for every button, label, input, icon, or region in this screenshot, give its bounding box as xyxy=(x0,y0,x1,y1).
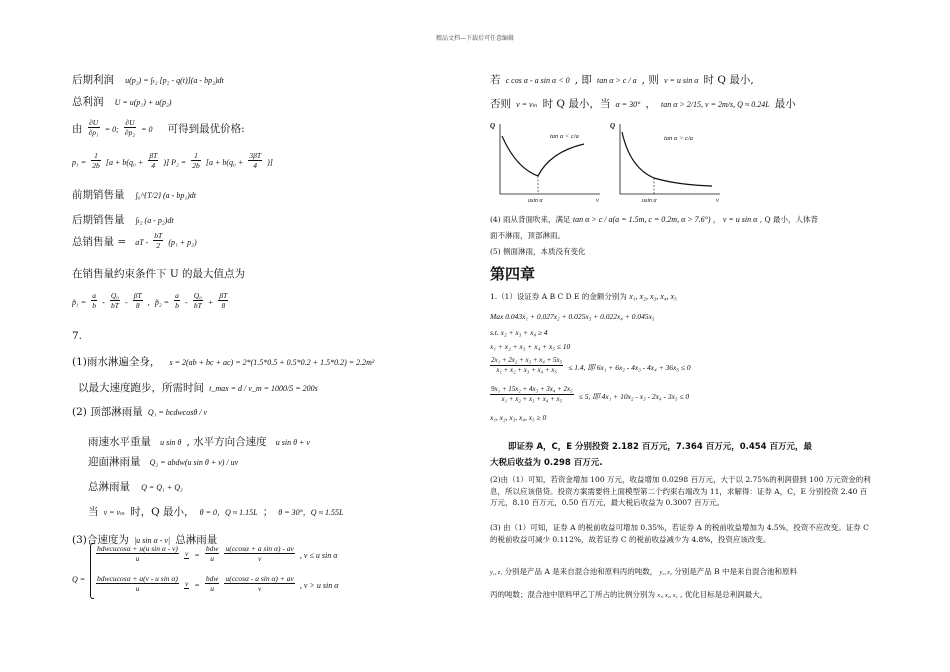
top-rain-formula: Q₁ = bcdwcosθ / v xyxy=(147,408,208,417)
graph1-curve-rising xyxy=(538,144,584,176)
partial-u-p2: $\frac{\partial U}{\text{∂p₂}}$ xyxy=(124,118,135,137)
row2-frac-v: v xyxy=(184,578,189,588)
back-wind-condition: tan α > c / a(a = 1.5m, c = 0.2m, α > 7.6°) xyxy=(572,215,711,224)
total-profit-line xyxy=(72,90,171,109)
graph2-xtick: usin α xyxy=(642,198,657,204)
min-rain-theta30: θ = 30°，Q ≈ 1.55L xyxy=(278,508,344,517)
piecewise-row-1 xyxy=(96,543,337,563)
constraint-max-text: 在销售量约束条件下 U 的最大值点为 xyxy=(72,268,246,280)
constraint-3-rhs: ≤ 1.4, 即 6x₁ + 6x₂ - 4x₃ - 4x₄ + 36x₅ ≤ 0 xyxy=(568,363,691,372)
cond1-if: 若 xyxy=(490,74,501,86)
row1-equals: = xyxy=(194,551,200,560)
horizontal-rain-label: 雨速水平重量 xyxy=(88,436,151,448)
min-rain-sep: ； xyxy=(262,506,274,518)
condition-line-1 xyxy=(490,68,754,87)
nonnegativity: x₁, x₂, x₃, x₄, x₅ ≥ 0 xyxy=(490,413,547,422)
whole-body-label: (1)雨水淋遍全身， xyxy=(72,356,161,368)
row1-frac-main: $\frac{\text{u(ccosα + a sin α) - av}}{v}$ xyxy=(225,544,294,563)
total-rain-line xyxy=(88,475,183,494)
front-rain-line xyxy=(88,450,238,469)
cond1-result: 时 Q 最小, xyxy=(703,74,754,86)
back-wind-sep: ， xyxy=(712,215,721,224)
row2-frac-numerator: $\frac{\text{bdwcucosα + a(v - u sin α)}}{u}$ xyxy=(97,574,178,593)
p2-bracket: [a + b(q₀ + xyxy=(205,158,244,167)
graph-tan-less xyxy=(488,118,608,206)
total-rain-label: 总淋雨量 xyxy=(88,481,130,493)
securities-intro xyxy=(490,291,677,302)
securities-vars: x₁, x₂, x₃, x₄, x₅ xyxy=(629,292,677,301)
derivative-end: = 0 xyxy=(141,125,153,134)
cond1-ie: , 即 xyxy=(574,74,592,86)
back-wind-line xyxy=(490,214,818,225)
constraint-3-fraction: $\frac{\text{2x₁ + 2x₂ + x₃ + x₄ + 5x₅}}{\text{x₁ + x₂ + x₃ + x₄ + x₅}}$ xyxy=(491,356,563,374)
problem-7-number: 7. xyxy=(72,330,83,342)
y2z2-vars: y₂, z₂ xyxy=(659,570,672,576)
constraint-2: x₁ + x₂ + x₃ + x₄ + x₅ ≤ 10 xyxy=(490,342,571,351)
derivative-prefix: 由 xyxy=(72,123,83,135)
graph2-ylabel: Q xyxy=(610,122,616,130)
piecewise-q-label xyxy=(72,567,85,586)
top-rain-line xyxy=(72,400,207,419)
later-sales-label: 后期销售量 xyxy=(72,214,125,226)
later-profit-line xyxy=(72,68,224,87)
partial-u-p1: $\frac{\partial U}{\text{∂p₁}}$ xyxy=(88,118,99,137)
top-rain-label: (2) 顶部淋雨量 xyxy=(72,406,143,418)
cond2-sep: ， xyxy=(645,98,656,110)
y1z1-vars: y₁, z₁ xyxy=(490,570,503,576)
graph1-ylabel: Q xyxy=(490,122,496,130)
frac-1-2b: $\frac{1}{2b}$ xyxy=(92,151,100,170)
condition-line-2 xyxy=(490,92,796,111)
constraint-4 xyxy=(490,384,689,404)
separator-comma: , xyxy=(147,298,150,307)
max-speed-line xyxy=(78,376,318,395)
early-sales-label: 前期销售量 xyxy=(72,189,125,201)
whole-body-formula: s = 2(ab + bc + ac) = 2*(1.5*0.5 + 0.5*0.2 + 1.5*0.2) = 2.2m² xyxy=(169,358,375,367)
later-sales-line xyxy=(72,208,174,227)
row1-frac-v: v xyxy=(184,548,189,558)
frac-bt-4: $\frac{\beta T}{4}$ xyxy=(149,151,158,170)
p1-bracket: [a + b(q₀ + xyxy=(105,158,144,167)
frac-1-2b-second: $\frac{1}{2b}$ xyxy=(192,151,200,170)
constraint-3 xyxy=(490,355,691,375)
back-wind-line-2: 面不淋雨，顶部淋雨。 xyxy=(490,231,565,240)
mix-ratio-text: 丙的吨数；混合池中原料甲乙丁所占的比例分别为 xyxy=(490,590,655,599)
later-profit-label: 后期利润 xyxy=(72,74,114,86)
back-wind-v: v = u sin α xyxy=(722,215,758,224)
row2-equals: = xyxy=(194,581,200,590)
front-rain-formula: Q₂ = abdw(u sin θ + v) / uv xyxy=(149,458,239,467)
constrained-price-line xyxy=(72,290,228,310)
constraint-1: s.t. x₂ + x₃ + x₄ ≥ 4 xyxy=(490,328,548,337)
frac-bt-8: $\frac{\beta T}{8}$ xyxy=(133,291,142,310)
result-line-2: 大税后收益为 0.298 百万元. xyxy=(490,458,603,468)
min-rain-theta0: θ = 0，Q ≈ 1.15L xyxy=(199,508,258,517)
row2-frac-bdw: $\frac{\text{bdw}}{u}$ xyxy=(205,574,219,593)
p1-label: p₁ = xyxy=(72,158,87,167)
part-2-paragraph: (2)由（1）可知，若资金增加 100 万元，收益增加 0.0298 百万元，大于以 2.75%的利润借到 100 万元资金的利息，所以应该借贷。投资方案需要将上面模型第二个约束右端改为 11，求解得：证券 A，C，E 分别投资 2.40 百万元，8.10 百万元，0.50 百万元，最大税后收益为 0.3007 百万元。 xyxy=(490,475,871,507)
back-wind-text: (4) 雨从背面吹来，满足 xyxy=(490,215,571,224)
max-speed-label: 以最大速度跑步，所需时间 xyxy=(78,382,204,394)
objective-function: Max 0.043x₁ + 0.027x₂ + 0.025x₃ + 0.022x₄ + 0.045x₅ xyxy=(490,312,655,321)
total-sales-at: aT - xyxy=(135,238,149,247)
total-sales-label: 总销售量 = xyxy=(72,236,127,248)
frac-bt-8-2: $\frac{\beta T}{8}$ xyxy=(219,291,228,310)
graph2-xlabel: v xyxy=(716,198,719,204)
total-sales-line xyxy=(72,230,197,250)
result-line-1: 即证券 A，C，E 分别投资 2.182 百万元，7.364 百万元，0.454 百万元，最 xyxy=(508,442,813,452)
p2-label: )] P₂ = xyxy=(163,158,187,167)
product-a-text: 分别是产品 A 是来自混合池和原料丙的吨数， xyxy=(504,567,658,576)
graph1-xtick: usin α xyxy=(528,198,543,204)
min-rain-text: 时，Q 最小， xyxy=(130,506,195,518)
cond2-expr: tan α > 2/15, v = 2m/s, Q ≈ 0.24L xyxy=(660,100,770,109)
frac-3bt-4: $\frac{3\beta T}{4}$ xyxy=(249,151,261,170)
frac-q0-bt: $\frac{\text{Q₀}}{bT}$ xyxy=(110,291,119,310)
piecewise-brace xyxy=(90,543,94,599)
frac-a-b: $\frac{a}{b}$ xyxy=(92,291,97,310)
later-sales-formula: ∫ₜ₂ (a - p₂)dt xyxy=(135,216,174,225)
cond1-expr: c cos α - a sin α < 0 xyxy=(505,76,570,85)
cond1-then: , 则 xyxy=(641,74,659,86)
optimal-price-line xyxy=(72,150,273,170)
min-rain-v: v = vₘ xyxy=(103,508,125,517)
minus-2: - xyxy=(125,298,128,307)
side-rain-line: (5) 侧面淋雨，本质没有变化 xyxy=(490,247,586,256)
cond2-else: 否则 xyxy=(490,98,511,110)
graph2-condition: tan α > c/a xyxy=(664,135,693,142)
cond2-result: 最小 xyxy=(774,98,796,110)
constraint-4-fraction: $\frac{\text{9x₁ + 15x₂ + 4x₃ + 3x₄ + 2x₅}}{\text{x₁ + x₂ + x₃ + x₄ + x₅}}$ xyxy=(491,385,573,403)
minus-3: - xyxy=(185,298,188,307)
resultant-speed-formula: |u sin α - v| xyxy=(133,536,171,545)
graph1-xlabel: v xyxy=(596,198,599,204)
back-wind-result: , Q 最小，人体背 xyxy=(759,215,818,224)
combined-speed-label: , 水平方向合速度 xyxy=(186,436,267,448)
p1-tilde-label: p̃₁ = xyxy=(72,298,87,307)
total-profit-formula: U = u(p₁) + u(p₂) xyxy=(114,98,172,107)
later-profit-formula: u(p₂) = ∫ₜ₂ [p₂ - q(t)](a - bp₂)dt xyxy=(125,76,224,85)
ratio-vars: x₁, x₂, x₄ xyxy=(657,593,678,599)
early-sales-line xyxy=(72,183,196,202)
graph1-curve-falling xyxy=(502,136,538,176)
row1-condition: , v ≤ u sin α xyxy=(299,551,338,560)
row1-frac-bdw: $\frac{\text{bdw}}{u}$ xyxy=(205,544,219,563)
frac-bt-2: $\frac{bT}{2}$ xyxy=(154,231,163,250)
horizontal-rain-speed: u sin θ xyxy=(160,438,182,447)
row2-frac-main: $\frac{\text{u(ccosα - a sin α) + av}}{v}$ xyxy=(225,574,294,593)
part-3-paragraph: (3) 由（1）可知，证券 A 的税前收益可增加 0.35%，若证券 A 的税前收益增加为 4.5%，投资不应改变。证券 C 的税前收益可减少 0.112%，故若证券 C 的税前收益减少为 4.8%，投资应该改变。 xyxy=(490,523,869,544)
piecewise-row-2 xyxy=(96,573,338,593)
q-equals: Q = xyxy=(72,575,86,584)
minus-1: - xyxy=(102,298,105,307)
early-sales-formula: ∫₀^{T/2} (a - bp₁)dt xyxy=(135,191,197,200)
whole-body-line xyxy=(72,350,374,369)
derivative-suffix: 可得到最优价格: xyxy=(167,123,245,135)
page-header: 精品文档---下载后可任意编辑 xyxy=(435,35,515,42)
cond1-v: v = u sin α xyxy=(663,76,699,85)
chapter-title: 第四章 xyxy=(490,265,536,283)
securities-intro-text: 1.（1）设证券 A B C D E 的金额分别为 xyxy=(490,292,627,301)
max-speed-formula: t_max = d / v_m = 1000/5 = 200s xyxy=(209,384,318,393)
resultant-speed-label: (3)合速度为 xyxy=(72,534,129,546)
product-b-text: 分别是产品 B 中是来自混合池和原料 xyxy=(674,567,797,576)
derivative-condition-line xyxy=(72,117,245,137)
total-profit-label: 总利润 xyxy=(72,96,104,108)
constraint-4-rhs: ≤ 5, 即 4x₁ + 10x₂ - x₃ - 2x₄ - 3x₅ ≤ 0 xyxy=(578,392,690,401)
frac-a-b-2: $\frac{a}{b}$ xyxy=(175,291,179,310)
mix-ratio-line xyxy=(490,589,767,600)
graph-tan-greater xyxy=(608,118,728,206)
row2-condition: , v > u sin α xyxy=(299,581,339,590)
graph1-condition: tan α < c/a xyxy=(550,133,579,140)
objective-text: , 优化目标是总利润最大， xyxy=(680,590,768,599)
horizontal-rain-line xyxy=(88,430,310,449)
derivative-mid: = 0; xyxy=(104,125,119,134)
combined-speed-formula: u sin θ + v xyxy=(275,438,310,447)
total-sales-sum: (p₁ + p₂) xyxy=(168,238,197,247)
front-rain-label: 迎面淋雨量 xyxy=(88,456,141,468)
plus-1: + xyxy=(207,298,214,307)
cond2-v: v = vₘ xyxy=(516,100,538,109)
resultant-total-label: 总淋雨量 xyxy=(175,534,218,546)
min-rain-line xyxy=(88,500,343,519)
row1-frac-numerator: $\frac{\text{bdwcucosα + u(u sin α - v)}}{u}$ xyxy=(97,544,178,563)
cond2-text: 时 Q 最小，当 xyxy=(542,98,611,110)
p2-tilde-label: p̃₂ = xyxy=(154,298,170,307)
p2-close: )] xyxy=(267,158,273,167)
product-a-line xyxy=(490,566,797,577)
min-rain-when: 当 xyxy=(88,506,99,518)
cond2-alpha: α = 30° xyxy=(615,100,641,109)
cond1-tan: tan α > c / a xyxy=(596,76,637,85)
frac-q0-bt-2: $\frac{\text{Q₀}}{bT}$ xyxy=(193,291,202,310)
total-rain-formula: Q = Q₁ + Q₂ xyxy=(141,483,183,492)
